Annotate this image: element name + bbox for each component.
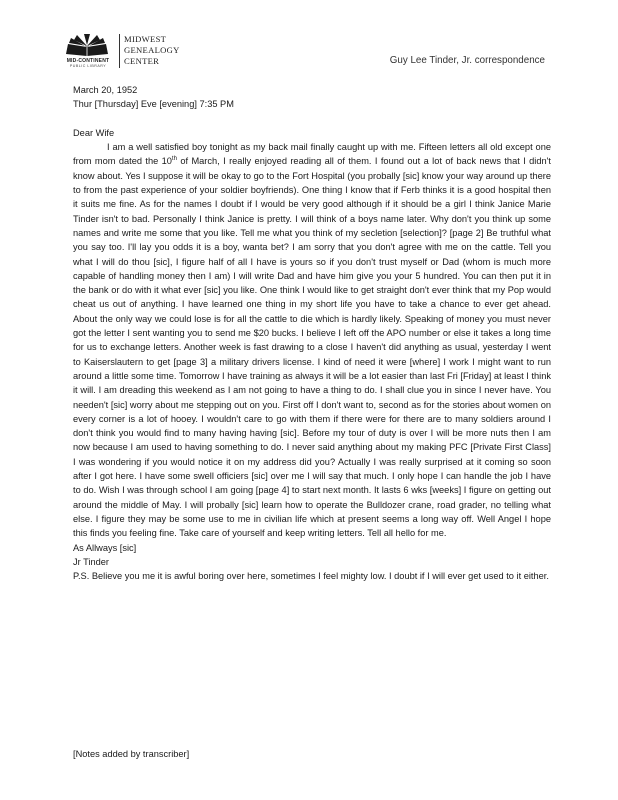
logo-mark-name: MID-CONTINENT: [66, 58, 110, 64]
logo-line-2: GENEALOGY: [124, 44, 180, 55]
spacer: [73, 112, 551, 126]
ordinal-suffix: th: [171, 156, 177, 163]
logo-line-3: CENTER: [124, 55, 160, 66]
letter-postscript: P.S. Believe you me it is awful boring over here, sometimes I feel mighty low. I doubt if I will ever get used to it either.: [73, 571, 549, 582]
letter-time: Thur [Thursday] Eve [evening] 7:35 PM: [73, 99, 234, 110]
collection-title: Guy Lee Tinder, Jr. correspondence: [389, 55, 545, 66]
letter-signature: Jr Tinder: [73, 556, 109, 567]
logo-line-1: MIDWEST: [124, 34, 167, 44]
logo-divider: [119, 34, 120, 68]
logo-wordmark: [124, 34, 180, 66]
letter-body-rest: of March, I really enjoyed reading all of them. I found out a lot of back news that I didn't know about. Yes I suppose it will be okay to go to the Fort Hospital (you probally [sic] know your way around up there to from the past experience of your soldier boyfriends). One thing I know that if Ferb thinks it is a good hospital then it suits me fine. As for the names I doubt if I would be very good although if it should be a girl I think Janice Marie Tinder isn't to bad. Personally I think Janice is pretty. I will think of a boys name later. Why don't you think up some names and write me some that you like. Tell me what you think of my secletion [selection]? [page 2] Be truthful what you say too. I'll lay you odds it is a boy, wanta bet? I am sorry that you don't agree with me on the cattle. Tell you what I will do thou [sic], I figure half of all I have is yours so if you don't trust myself or Dad (whom is much more capable of handling money then I am) I will write Dad and have him give you your 5 hundred. You can then put it in the bank or do with it what ever [sic] you like. One think I would like to get straight don't ever think that my Pop would cheat us out of anything. I have learned one thing in my short life you have to take a chance to ever get ahead. About the only way we could lose is for all the cattle to die which is hardly likely. Speaking of money you must never got the letter I sent wanting you to send me $20 bucks. I believe I left off the APO number or else it takes a long time for us to exchange letters. Another week is fast drawing to a close I haven't did anything as usual, yesterday I went to Kaiserslautern to get [page 3] a military drivers license. I kind of need it were [where] I work I might want to run around a little some time. Tomorrow I have training as always it will be a lot easier than last Fri [Friday] at least I think it will. I am dreading this weekend as I am not going to have a thing to do. I shall clue you in since I never have. You needen't [sic] worry about me stepping out on you. First off I don't want to, second as for the stories about women on every corner is a lot of hooey. I wouldn't care to go with them if there were for there are to many soldiers around I don't think you would find to many having having [sic]. Before my tour of duty is over I will be more nuts then I am now because I am used to having something to do. I never said anything about my making PFC [Private First Class] I was wondering if you would notice it on my address did you? Actually I was really surprised at it coming so soon after I got here. I have some swell officiers [sic] over me I will say that much. I only hope I can handle the job I have to do. Wish I was through school I am going [page 4] to start next month. It lasts 6 wks [weeks] I figure on getting out around the middle of May. I will probally [sic] learn how to operate the Bulldozer crane, road grader, no telling what else. I figure they may be some use to me in civilian life which at present seems a long way off. Well Angel I hope this finds you feeling fine. Take care of yourself and keep writing letters. Tell all hello for me.: [73, 156, 551, 539]
letter-transcription: [73, 83, 551, 583]
letter-body: [73, 140, 551, 540]
letter-salutation: Dear Wife: [73, 127, 115, 138]
logo-mark-sub: PUBLIC LIBRARY: [69, 64, 107, 68]
transcriber-note: [Notes added by transcriber]: [73, 749, 190, 759]
library-logo: [62, 34, 212, 68]
logo-mark-caption: [62, 58, 114, 68]
letter-closing: As Allways [sic]: [73, 542, 137, 553]
letter-body-start: I am a well satisfied boy tonight as my back mail finally caught up with me. Fifteen letters all old except one from mom dated the 10: [73, 142, 551, 167]
letter-date: March 20, 1952: [73, 85, 138, 95]
